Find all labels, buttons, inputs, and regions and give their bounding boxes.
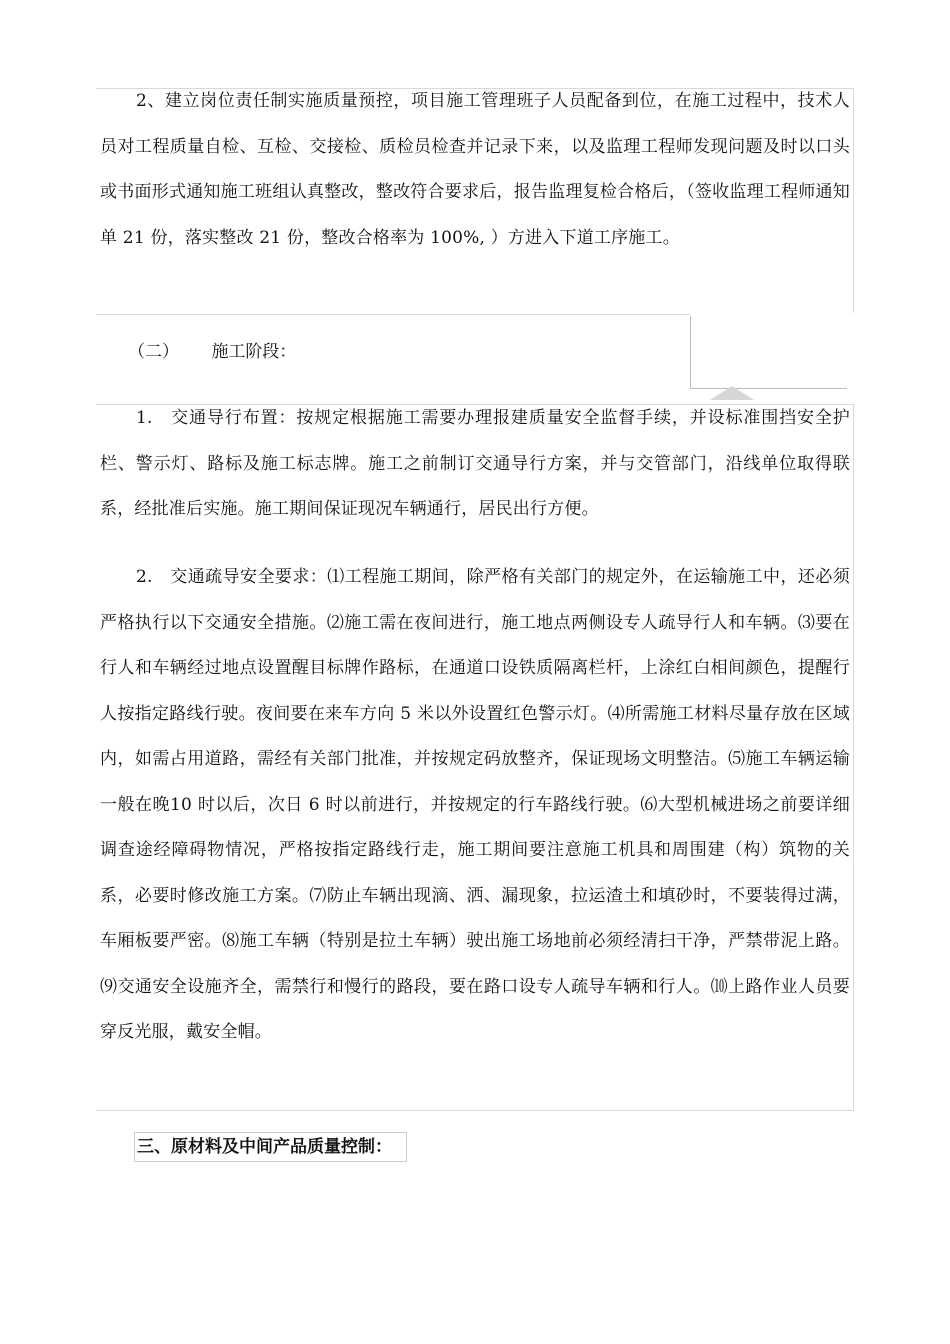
paragraph-quality-precontrol: 2、建立岗位责任制实施质量预控，项目施工管理班子人员配备到位，在施工过程中，技术人员对工程质量自检、互检、交接检、质检员检查并记录下来，以及监理工程师发现问题及时以口头或书面形式通知施工班组认真整改，整改符合要求后，报告监理复检合格后，（签收监理工程师通知单 21 份，落实整改 21 份，整改合格率为 100%, ）方进入下道工序施工。 bbox=[100, 91, 850, 248]
paragraph-traffic-guidance: 1. 交通导行布置：按规定根据施工需要办理报建质量安全监督手续，并设标准围挡安全护栏、警示灯、路标及施工标志牌。施工之前制订交通导行方案，并与交管部门，沿线单位取得联系，经批准后实施。施工期间保证现况车辆通行，居民出行方便。 bbox=[100, 408, 850, 519]
stage-number: （二） bbox=[128, 342, 179, 362]
paragraph-traffic-safety: 2. 交通疏导安全要求：⑴工程施工期间，除严格有关部门的规定外，在运输施工中，还必须严格执行以下交通安全措施。⑵施工需在夜间进行，施工地点两侧设专人疏导行人和车辆。⑶要在行人和车辆经过地点设置醒目标牌作路标，在通道口设铁质隔离栏杆，上涂红白相间颜色，提醒行人按指定路线行驶。夜间要在来车方向 5 米以外设置红色警示灯。⑷所需施工材料尽量存放在区域内，如需占用道路，需经有关部门批准，并按规定码放整齐，保证现场文明整洁。⑸施工车辆运输一般在晚10 时以后，次日 6 时以前进行，并按规定的行车路线行驶。⑹大型机械进场之前要详细调查途经障碍物情况，严格按指定路线行走，施工期间要注意施工机具和周围建（构）筑物的关系，必要时修改施工方案。⑺防止车辆出现滴、洒、漏现象，拉运渣土和填砂时，不要装得过满，车厢板要严密。⑻施工车辆（特别是拉土车辆）驶出施工场地前必须经清扫干净，严禁带泥上路。⑼交通安全设施齐全，需禁行和慢行的路段，要在路口设专人疏导车辆和行人。⑽上路作业人员要穿反光服，戴安全帽。 bbox=[100, 567, 850, 1042]
frame-line-right bbox=[853, 88, 854, 313]
stage-title: 施工阶段： bbox=[211, 342, 297, 362]
side-frame-box bbox=[690, 316, 847, 389]
frame-line-mid bbox=[96, 314, 690, 315]
frame-line-block2-right bbox=[853, 404, 854, 1110]
frame-line-block2-bottom bbox=[96, 1110, 854, 1111]
section-heading-materials: 三、原材料及中间产品质量控制： bbox=[134, 1132, 407, 1162]
stage-heading bbox=[128, 338, 296, 366]
